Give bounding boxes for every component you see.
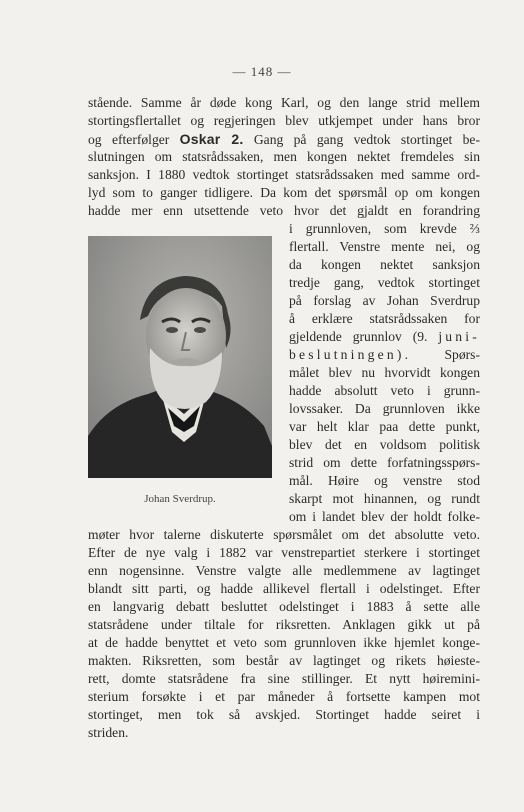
text-line <box>289 328 480 346</box>
text-fragment: i grunnloven, som krevde ⅔ <box>289 221 480 236</box>
text-line: lovssaker. Da grunnloven ikke <box>289 401 480 416</box>
text-fragment: og efterfølger <box>88 132 170 147</box>
text-line: makten. Riksretten, som består av lagtinget og rikets høieste- <box>88 653 480 668</box>
text-fragment: Spørs- <box>444 347 480 362</box>
text-line: sterium forsøkte i et par måneder å fortsette kampen mot <box>88 689 480 704</box>
portrait-photo <box>88 236 272 478</box>
text-line: hadde absolutt veto i grunn- <box>289 383 480 398</box>
text-line: blandt sitt parti, og hadde allikevel flertall i odelstinget. Efter <box>88 581 480 596</box>
text-line: mål. Høire og venstre stod <box>289 473 480 488</box>
text-line: strid om dette forfatningsspørs- <box>289 455 480 470</box>
text-fragment: gjeldende grunnlov (9. <box>289 329 428 344</box>
text-line: sanksjon. I 1880 vedtok stortinget statsrådssaken med samme ord- <box>88 167 480 182</box>
text-line: statsrådene under tiltale for riksretten. Anklagen gikk ut på <box>88 617 480 632</box>
text-line: blev det en voldsom politisk <box>289 437 480 452</box>
text-line: slutningen om statsrådssaken, men kongen nektet fremdeles sin <box>88 149 480 164</box>
text-line: på forslag av Johan Sverdrup <box>289 293 480 308</box>
text-line <box>88 130 480 148</box>
spaced-text: beslutningen). <box>289 347 412 362</box>
text-line: striden. <box>88 725 129 740</box>
text-line: rett, domte statsrådene fra sine stillinger. Et nytt høiremini- <box>88 671 480 686</box>
text-line: tredje gang, vedtok stortinget <box>289 275 480 290</box>
text-line <box>289 220 480 238</box>
page-number: — 148 — <box>232 64 292 79</box>
text-line: stående. Samme år døde kong Karl, og den lange strid mellem <box>88 95 480 110</box>
text-line: at de hadde benyttet et veto som grunnloven ikke hjemlet konge- <box>88 635 480 650</box>
text-line: var helt klar paa dette punkt, <box>289 419 480 434</box>
text-line: om i landet blev der holdt folke- <box>289 509 480 524</box>
text-line: målet blev nu hvorvidt kongen <box>289 365 480 380</box>
portrait-caption: Johan Sverdrup. <box>144 493 216 505</box>
text-line: stortingsflertallet og regjeringen blev utkjempet under hans bror <box>88 113 480 128</box>
spaced-text: juni- <box>438 329 480 344</box>
text-line: stortinget, men tok så avskjed. Stortinget hadde seiret i <box>88 707 480 722</box>
text-line: å erklære statsrådssaken for <box>289 311 480 326</box>
text-line: skarpt mot hinannen, og rundt <box>289 491 480 506</box>
text-line: lyd som to ganger tidligere. Da kom det spørsmål op om kongen <box>88 185 480 200</box>
text-line: møter hvor talerne diskuterte spørsmålet om det absolutte veto. <box>88 527 480 542</box>
text-line: da kongen nektet sanksjon <box>289 257 480 272</box>
text-fragment: Gang på gang vedtok stortinget be- <box>253 132 480 147</box>
text-line: hadde mer enn utsettende veto hvor det gjaldt en forandring <box>88 203 480 218</box>
text-line: en langvarig debatt besluttet odelstinget i 1883 å sette alle <box>88 599 480 614</box>
text-line <box>289 346 480 364</box>
text-line: enn nogensinne. Venstre valgte alle medlemmene av lagtinget <box>88 563 480 578</box>
king-name: Oskar 2. <box>179 131 244 147</box>
text-line: flertall. Venstre mente nei, og <box>289 239 480 254</box>
text-line: Efter de nye valg i 1882 var venstrepartiet sterkere i stortinget <box>88 545 480 560</box>
